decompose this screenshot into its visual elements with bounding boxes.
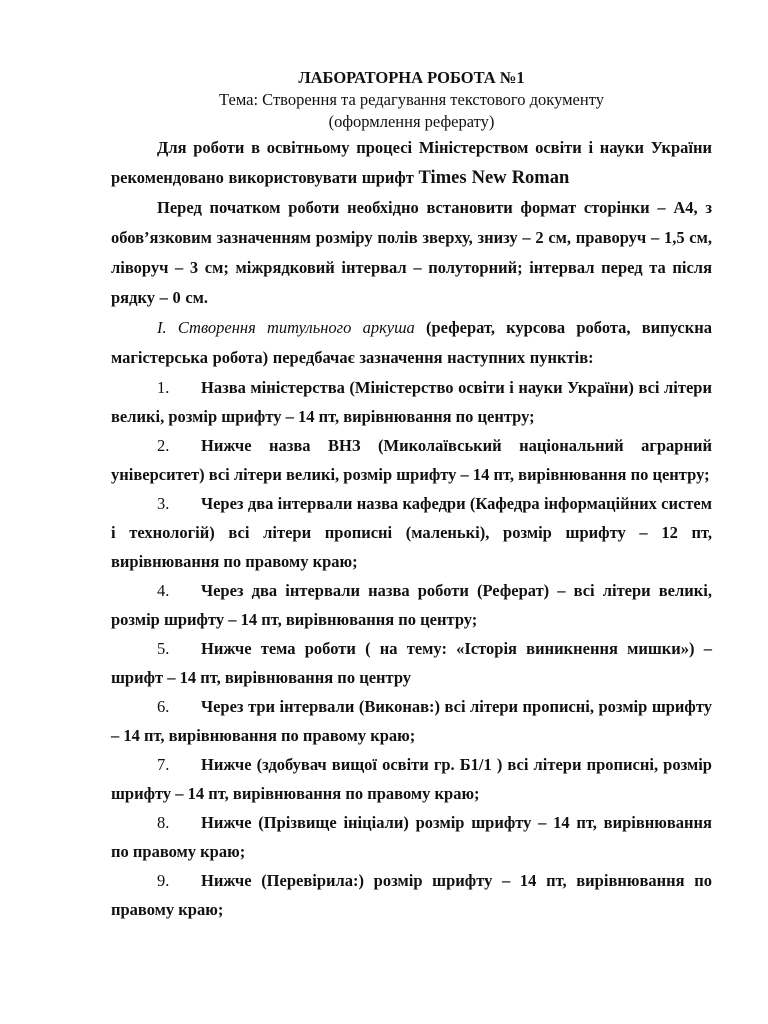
list-item-number: 3. xyxy=(157,494,170,513)
paragraph-font-recommendation xyxy=(111,133,712,193)
list-item xyxy=(111,634,712,692)
paragraph-page-format: Перед початком роботи необхідно встановити формат сторінки – А4, з обов’язковим зазначенням розміру полів зверху, знизу – 2 см, праворуч – 1,5 см, ліворуч – 3 см; міжрядковий інтервал – полуторний; інтервал перед та після рядку – 0 см. xyxy=(111,198,712,307)
font-name: Times New Roman xyxy=(418,168,570,188)
list-item xyxy=(111,489,712,576)
paragraph-text: (реферат, курсова робота, випускна магістерська робота) передбачає зазначення наступних пунктів: xyxy=(111,318,712,367)
list-item-number: 4. xyxy=(157,581,170,600)
document-topic: Тема: Створення та редагування текстового документу xyxy=(219,90,604,109)
list-item xyxy=(111,576,712,634)
list-item xyxy=(111,692,712,750)
document-title: ЛАБОРАТОРНА РОБОТА №1 xyxy=(298,68,525,87)
list-item-text: Нижче (Перевірила:) розмір шрифту – 14 пт, вирівнювання по правому краю; xyxy=(111,871,712,919)
list-item-text: Нижче назва ВНЗ (Миколаївський національний аграрний університет) всі літери великі, розмір шрифту – 14 пт, вирівнювання по центру; xyxy=(111,436,712,484)
list-item-text: Через три інтервали (Виконав:) всі літери прописні, розмір шрифту – 14 пт, вирівнювання по правому краю; xyxy=(111,697,712,745)
list-item xyxy=(111,431,712,489)
numbered-list xyxy=(111,373,712,924)
list-item-number: 9. xyxy=(157,871,170,890)
list-item-text: Нижче тема роботи ( на тему: «Історія виникнення мишки») – шрифт – 14 пт, вирівнювання по центру xyxy=(111,639,712,687)
list-item-text: Через два інтервали назва кафедри (Кафедра інформаційних систем і технологій) всі літери прописні (маленькі), розмір шрифту – 12 пт, вирівнювання по правому краю; xyxy=(111,494,712,571)
list-item xyxy=(111,808,712,866)
list-item xyxy=(111,750,712,808)
paragraph-text: Для роботи в освітньому процесі Міністерством освіти і науки України рекомендовано використовувати шрифт xyxy=(111,138,712,187)
list-item-number: 1. xyxy=(157,378,170,397)
list-item-number: 8. xyxy=(157,813,170,832)
paragraph-title-page-intro xyxy=(111,313,712,373)
list-item xyxy=(111,373,712,431)
list-item-number: 7. xyxy=(157,755,170,774)
list-item-text: Назва міністерства (Міністерство освіти і науки України) всі літери великі, розмір шрифту – 14 пт, вирівнювання по центру; xyxy=(111,378,712,426)
document-topic-sub: (оформлення реферату) xyxy=(328,112,495,131)
section-heading-italic: І. Створення титульного аркуша xyxy=(157,318,415,337)
list-item-text: Нижче (здобувач вищої освіти гр. Б1/1 ) всі літери прописні, розмір шрифту – 14 пт, вирівнювання по правому краю; xyxy=(111,755,712,803)
list-item-text: Нижче (Прізвище ініціали) розмір шрифту – 14 пт, вирівнювання по правому краю; xyxy=(111,813,712,861)
list-item-text: Через два інтервали назва роботи (Реферат) – всі літери великі, розмір шрифту – 14 пт, вирівнювання по центру; xyxy=(111,581,712,629)
list-item xyxy=(111,866,712,924)
list-item-number: 6. xyxy=(157,697,170,716)
list-item-number: 5. xyxy=(157,639,170,658)
list-item-number: 2. xyxy=(157,436,170,455)
